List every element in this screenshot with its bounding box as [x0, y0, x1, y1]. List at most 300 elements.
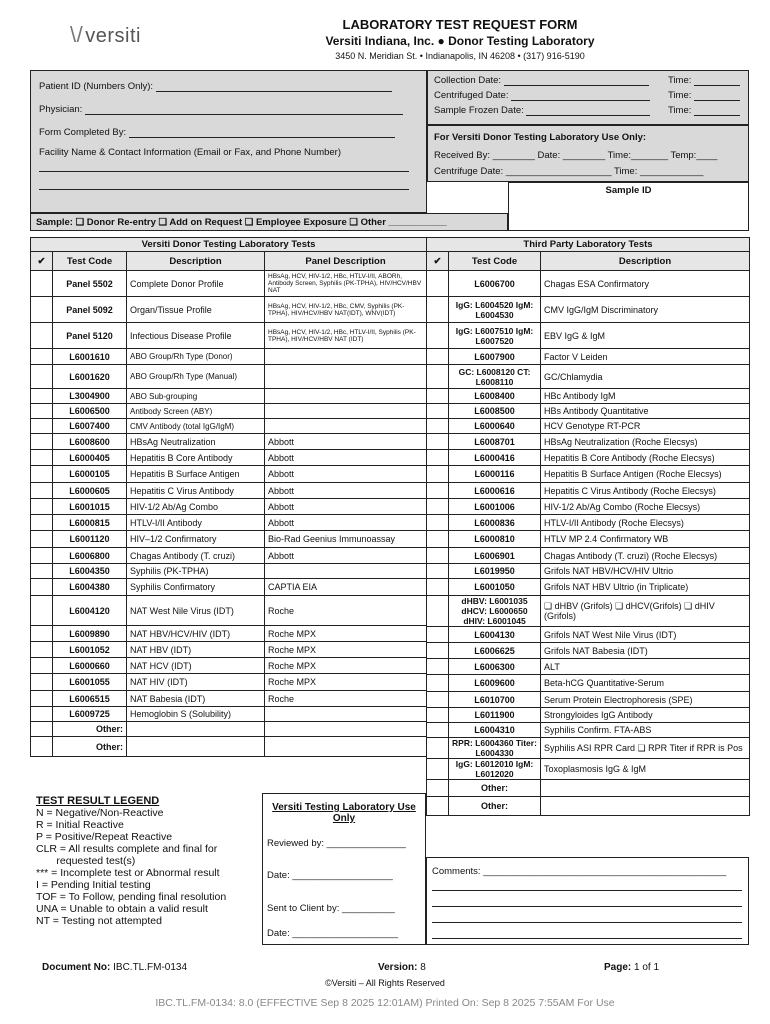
panel-description: Roche MPX: [265, 658, 427, 674]
test-description: Serum Protein Electrophoresis (SPE): [541, 692, 750, 708]
print-stamp: IBC.TL.FM-0134: 8.0 (EFFECTIVE Sep 8 2025 12:01AM) Printed On: Sep 8 2025 7:55AM For Use: [155, 997, 615, 1009]
legend-item: CLR = All results complete and final for: [36, 843, 218, 855]
test-description: Beta-hCG Quantitative-Serum: [541, 675, 750, 692]
row-checkbox[interactable]: [427, 723, 449, 738]
test-description: NAT HCV (IDT): [127, 658, 265, 674]
panel-description: Abbott: [265, 548, 427, 564]
legend-item: *** = Incomplete test or Abnormal result: [36, 867, 220, 879]
lab-review-box: [262, 793, 426, 945]
legend-item: requested test(s): [36, 855, 136, 867]
test-code: L6004120: [53, 596, 127, 626]
test-code: L6000116: [449, 466, 541, 483]
test-code: Other:: [53, 722, 127, 737]
table-row: [427, 659, 750, 675]
panel-description: HBsAg, HCV, HIV-1/2, HBc, CMV, Syphilis (PK-TPHA), HIV/HCV/HBV NAT(IDT), WNV(IDT): [265, 297, 427, 323]
test-code: L6008600: [53, 434, 127, 450]
test-description: Hepatitis B Surface Antigen: [127, 466, 265, 483]
test-code: Other:: [449, 797, 541, 816]
table-row: [31, 404, 427, 419]
form-subtitle: Versiti Indiana, Inc. ● Donor Testing Laboratory: [325, 34, 595, 48]
row-checkbox[interactable]: [427, 404, 449, 419]
test-description: Antibody Screen (ABY): [127, 404, 265, 419]
table-row: [31, 642, 427, 658]
panel-description: CAPTIA EIA: [265, 579, 427, 596]
row-checkbox[interactable]: [427, 780, 449, 797]
test-code: L6001052: [53, 642, 127, 658]
page-number: Page: 1 of 1: [604, 962, 660, 973]
row-checkbox[interactable]: [427, 738, 449, 759]
col-test-code: Test Code: [449, 252, 541, 271]
test-description: Organ/Tissue Profile: [127, 297, 265, 323]
test-result-legend: [36, 795, 262, 927]
test-description: Chagas Antibody (T. cruzi): [127, 548, 265, 564]
table-row: [427, 297, 750, 323]
test-description: Chagas Antibody (T. cruzi) (Roche Elecsys): [541, 548, 750, 564]
test-description: Hepatitis C Virus Antibody: [127, 483, 265, 499]
table-row: [31, 626, 427, 642]
third-party-title: Third Party Laboratory Tests: [427, 238, 750, 252]
table-row: [31, 548, 427, 564]
panel-description: [265, 707, 427, 722]
panel-description: [265, 564, 427, 579]
row-checkbox[interactable]: [427, 323, 449, 349]
panel-description: HBsAg, HCV, HIV-1/2, HBc, HTLV-I/II, Syphilis (PK-TPHA), HIV/HCV/HBV NAT (IDT): [265, 323, 427, 349]
test-description: NAT Babesia (IDT): [127, 691, 265, 707]
test-description: Grifols NAT West Nile Virus (IDT): [541, 627, 750, 643]
frozen-date[interactable]: Sample Frozen Date:: [434, 105, 650, 116]
row-checkbox[interactable]: [31, 404, 53, 419]
panel-description: Abbott: [265, 450, 427, 466]
table-row: [31, 564, 427, 579]
row-checkbox[interactable]: [31, 691, 53, 707]
legend-title: TEST RESULT LEGEND: [36, 795, 160, 807]
panel-description: Bio-Rad Geenius Immunoassay: [265, 531, 427, 548]
third-party-tests-table: [426, 237, 750, 816]
test-code: Panel 5502: [53, 271, 127, 297]
row-checkbox[interactable]: [427, 466, 449, 483]
row-checkbox[interactable]: [427, 579, 449, 596]
row-checkbox[interactable]: [31, 499, 53, 515]
row-checkbox[interactable]: [31, 596, 53, 626]
test-code: L6006300: [449, 659, 541, 675]
table-row: [31, 419, 427, 434]
logo-text: versiti: [85, 25, 141, 47]
comments-line: [432, 898, 742, 907]
row-checkbox[interactable]: [31, 323, 53, 349]
completed-by-label: Form Completed By:: [39, 127, 395, 138]
test-description: HBs Antibody Quantitative: [541, 404, 750, 419]
row-checkbox[interactable]: [31, 297, 53, 323]
test-description: ABO Sub-grouping: [127, 389, 265, 404]
panel-description: [265, 419, 427, 434]
table-row: [31, 297, 427, 323]
row-checkbox[interactable]: [427, 659, 449, 675]
centrifuged-time[interactable]: Time:: [668, 90, 740, 101]
test-code: L6009725: [53, 707, 127, 722]
lab-address: 3450 N. Meridian St. • Indianapolis, IN 46208 • (317) 916-5190: [335, 51, 585, 61]
legend-item: P = Positive/Repeat Reactive: [36, 831, 173, 843]
row-checkbox[interactable]: [31, 434, 53, 450]
test-description: HBsAg Neutralization: [127, 434, 265, 450]
test-code: Panel 5092: [53, 297, 127, 323]
test-description: Syphilis Confirm. FTA-ABS: [541, 723, 750, 738]
lab-receipt-box: [427, 125, 749, 182]
row-checkbox[interactable]: [31, 564, 53, 579]
legend-item: N = Negative/Non-Reactive: [36, 807, 164, 819]
received-by-line[interactable]: Received By: ________ Date: ________ Time:_______ Temp:____: [434, 150, 718, 161]
test-description: HIV-1/2 Ab/Ag Combo: [127, 499, 265, 515]
test-description: ABO Group/Rh Type (Manual): [127, 365, 265, 389]
table-row: [427, 564, 750, 579]
check-icon: ✔: [31, 252, 53, 271]
table-row: [427, 675, 750, 692]
panel-description: Abbott: [265, 499, 427, 515]
panel-description: [265, 737, 427, 757]
table-row: [427, 738, 750, 759]
test-description: Hepatitis B Core Antibody: [127, 450, 265, 466]
test-code: L6007900: [449, 349, 541, 365]
test-code: L6000810: [449, 531, 541, 548]
review-date-line[interactable]: Date: ___________________: [267, 870, 393, 881]
row-checkbox[interactable]: [31, 466, 53, 483]
test-code: L6008701: [449, 434, 541, 450]
row-checkbox[interactable]: [427, 515, 449, 531]
row-checkbox[interactable]: [427, 483, 449, 499]
table-row: [31, 483, 427, 499]
panel-description: Abbott: [265, 434, 427, 450]
comments-line: [432, 914, 742, 923]
test-description: HTLV-I/II Antibody (Roche Elecsys): [541, 515, 750, 531]
test-description: ALT: [541, 659, 750, 675]
row-checkbox[interactable]: [31, 579, 53, 596]
row-checkbox[interactable]: [31, 674, 53, 691]
check-icon: ✔: [427, 252, 449, 271]
facility-field-2[interactable]: [39, 179, 409, 190]
row-checkbox[interactable]: [427, 692, 449, 708]
patient-id-label: Patient ID (Numbers Only):: [39, 81, 392, 92]
table-row: [31, 515, 427, 531]
table-row: [31, 691, 427, 707]
row-checkbox[interactable]: [31, 548, 53, 564]
table-row: [31, 466, 427, 483]
centrifuged-date[interactable]: Centrifuged Date:: [434, 90, 650, 101]
panel-description: [265, 365, 427, 389]
test-description: Grifols NAT Babesia (IDT): [541, 643, 750, 659]
row-checkbox[interactable]: [427, 531, 449, 548]
col-description: Description: [127, 252, 265, 271]
legend-item: UNA = Unable to obtain a valid result: [36, 903, 208, 915]
table-row: [31, 658, 427, 674]
test-description: HBsAg Neutralization (Roche Elecsys): [541, 434, 750, 450]
test-description: HIV–1/2 Confirmatory: [127, 531, 265, 548]
panel-description: Abbott: [265, 466, 427, 483]
test-code: L6000616: [449, 483, 541, 499]
test-code: L6008400: [449, 389, 541, 404]
row-checkbox[interactable]: [427, 596, 449, 627]
test-description: Hemoglobin S (Solubility): [127, 707, 265, 722]
test-description: Chagas ESA Confirmatory: [541, 271, 750, 297]
row-checkbox[interactable]: [31, 389, 53, 404]
test-code: L6000836: [449, 515, 541, 531]
test-code: L6011900: [449, 708, 541, 723]
row-checkbox[interactable]: [31, 737, 53, 757]
table-row: [427, 483, 750, 499]
test-code: L6000640: [449, 419, 541, 434]
test-description: Toxoplasmosis IgG & IgM: [541, 759, 750, 780]
centrifuge-date-line[interactable]: Centrifuge Date: ____________________ Time: ____________: [434, 166, 704, 177]
row-checkbox[interactable]: [427, 797, 449, 816]
table-row: [31, 349, 427, 365]
table-row: [31, 389, 427, 404]
test-description: HCV Genotype RT-PCR: [541, 419, 750, 434]
sample-type-options[interactable]: Sample: ❏ Donor Re-entry ❏ Add on Request ❏ Employee Exposure ❏ Other ___________: [36, 217, 447, 228]
test-description: Syphilis ASI RPR Card ❏ RPR Titer if RPR is Pos: [541, 738, 750, 759]
copyright: ©Versiti – All Rights Reserved: [325, 978, 445, 988]
row-checkbox[interactable]: [31, 365, 53, 389]
test-code: IgG: L6012010 IgM: L6012020: [449, 759, 541, 780]
row-checkbox[interactable]: [427, 271, 449, 297]
patient-info-box: [30, 70, 427, 213]
table-row: [427, 579, 750, 596]
test-code: L6004380: [53, 579, 127, 596]
panel-description: Roche: [265, 596, 427, 626]
comments-line: [432, 882, 742, 891]
legend-item: I = Pending Initial testing: [36, 879, 151, 891]
table-row: [427, 434, 750, 450]
table-row: [427, 780, 750, 797]
sample-id-label: Sample ID: [605, 185, 652, 196]
test-description: HIV-1/2 Ab/Ag Combo (Roche Elecsys): [541, 499, 750, 515]
test-code: L6019950: [449, 564, 541, 579]
table-row: [31, 531, 427, 548]
table-row: [427, 323, 750, 349]
row-checkbox[interactable]: [31, 626, 53, 642]
comments-box[interactable]: [426, 857, 749, 945]
panel-description: Roche MPX: [265, 642, 427, 658]
test-description: Syphilis Confirmatory: [127, 579, 265, 596]
table-row: [427, 499, 750, 515]
table-row: [427, 692, 750, 708]
test-description: CMV Antibody (total IgG/IgM): [127, 419, 265, 434]
test-description: Infectious Disease Profile: [127, 323, 265, 349]
row-checkbox[interactable]: [427, 548, 449, 564]
table-row: [427, 759, 750, 780]
table-row: [31, 323, 427, 349]
test-description: [541, 780, 750, 797]
row-checkbox[interactable]: [427, 708, 449, 723]
row-checkbox[interactable]: [31, 271, 53, 297]
test-code: L6001610: [53, 349, 127, 365]
document-number: Document No: IBC.TL.FM-0134: [42, 962, 188, 973]
row-checkbox[interactable]: [427, 434, 449, 450]
test-code: L6004130: [449, 627, 541, 643]
test-code: RPR: L6004360 Titer: L6004330: [449, 738, 541, 759]
test-description: [541, 797, 750, 816]
col-panel-description: Panel Description: [265, 252, 427, 271]
table-row: [31, 271, 427, 297]
panel-description: Roche MPX: [265, 626, 427, 642]
table-row: [427, 596, 750, 627]
row-checkbox[interactable]: [31, 515, 53, 531]
test-code: L6009600: [449, 675, 541, 692]
row-checkbox[interactable]: [31, 450, 53, 466]
table-row: [31, 579, 427, 596]
table-row: [31, 365, 427, 389]
table-row: [427, 723, 750, 738]
patient-id-field[interactable]: [156, 91, 392, 92]
collection-time[interactable]: Time:: [668, 75, 740, 86]
panel-description: Roche MPX: [265, 674, 427, 691]
test-description: Hepatitis C Virus Antibody (Roche Elecsys): [541, 483, 750, 499]
legend-item: R = Initial Reactive: [36, 819, 124, 831]
row-checkbox[interactable]: [427, 297, 449, 323]
table-row: [31, 450, 427, 466]
test-code: L6007400: [53, 419, 127, 434]
test-code: IgG: L6007510 IgM: L6007520: [449, 323, 541, 349]
table-row: [31, 737, 427, 757]
test-code: L6000605: [53, 483, 127, 499]
row-checkbox[interactable]: [427, 450, 449, 466]
table-row: [427, 419, 750, 434]
table-row: [31, 434, 427, 450]
row-checkbox[interactable]: [31, 722, 53, 737]
test-code: L6001055: [53, 674, 127, 691]
test-code: GC: L6008120 CT: L6008110: [449, 365, 541, 389]
test-code: L6008500: [449, 404, 541, 419]
collection-date[interactable]: Collection Date:: [434, 75, 649, 86]
table-row: [427, 365, 750, 389]
row-checkbox[interactable]: [427, 365, 449, 389]
test-description: ABO Group/Rh Type (Donor): [127, 349, 265, 365]
table-row: [427, 797, 750, 816]
test-description: Strongyloides IgG Antibody: [541, 708, 750, 723]
row-checkbox[interactable]: [427, 643, 449, 659]
panel-description: Roche: [265, 691, 427, 707]
row-checkbox[interactable]: [427, 389, 449, 404]
facility-label: Facility Name & Contact Information (Email or Fax, and Phone Number): [39, 147, 342, 158]
table-row: [427, 643, 750, 659]
test-description: Hepatitis B Surface Antigen (Roche Elecsys): [541, 466, 750, 483]
test-description: NAT HBV/HCV/HIV (IDT): [127, 626, 265, 642]
test-description: NAT HBV (IDT): [127, 642, 265, 658]
row-checkbox[interactable]: [31, 483, 53, 499]
lab-review-title: Versiti Testing Laboratory Use Only: [272, 802, 416, 824]
table-row: [427, 349, 750, 365]
row-checkbox[interactable]: [31, 531, 53, 548]
test-code: L6004310: [449, 723, 541, 738]
versiti-logo: [70, 22, 141, 48]
test-code: L6001120: [53, 531, 127, 548]
test-description: Factor V Leiden: [541, 349, 750, 365]
row-checkbox[interactable]: [427, 499, 449, 515]
test-description: [127, 737, 265, 757]
test-code: L6000660: [53, 658, 127, 674]
test-code: L6006500: [53, 404, 127, 419]
row-checkbox[interactable]: [427, 759, 449, 780]
frozen-time[interactable]: Time:: [668, 105, 740, 116]
test-code: L6006700: [449, 271, 541, 297]
test-code: L6006515: [53, 691, 127, 707]
table-row: [427, 531, 750, 548]
sent-to-client-line[interactable]: Sent to Client by: __________: [267, 903, 395, 914]
row-checkbox[interactable]: [31, 658, 53, 674]
test-code: L6000405: [53, 450, 127, 466]
table-row: [31, 596, 427, 626]
test-description: HTLV MP 2.4 Confirmatory WB: [541, 531, 750, 548]
col-test-code: Test Code: [53, 252, 127, 271]
dates-box: [427, 70, 749, 125]
donor-tests-title: Versiti Donor Testing Laboratory Tests: [31, 238, 427, 252]
row-checkbox[interactable]: [31, 642, 53, 658]
form-title: LABORATORY TEST REQUEST FORM: [342, 17, 578, 32]
test-code: Other:: [449, 780, 541, 797]
test-code: L6001006: [449, 499, 541, 515]
row-checkbox[interactable]: [31, 707, 53, 722]
test-code: L6006901: [449, 548, 541, 564]
table-row: [427, 271, 750, 297]
test-code: L6001015: [53, 499, 127, 515]
test-code: L6004350: [53, 564, 127, 579]
test-description: GC/Chlamydia: [541, 365, 750, 389]
table-row: [31, 722, 427, 737]
sent-date-line[interactable]: Date: ____________________: [267, 928, 399, 939]
test-code: L3004900: [53, 389, 127, 404]
row-checkbox[interactable]: [427, 675, 449, 692]
completed-by-field[interactable]: [129, 137, 395, 138]
test-description: [127, 722, 265, 737]
facility-field-1[interactable]: [39, 161, 409, 172]
table-row: [427, 548, 750, 564]
logo-mark-icon: \/: [70, 22, 84, 47]
test-code: L6000105: [53, 466, 127, 483]
row-checkbox[interactable]: [427, 627, 449, 643]
physician-field[interactable]: [85, 114, 403, 115]
row-checkbox[interactable]: [427, 564, 449, 579]
table-row: [427, 466, 750, 483]
test-description: Complete Donor Profile: [127, 271, 265, 297]
lab-use-title: For Versiti Donor Testing Laboratory Use Only:: [434, 132, 647, 143]
test-code: Other:: [53, 737, 127, 757]
row-checkbox[interactable]: [427, 419, 449, 434]
sample-id-box[interactable]: [508, 182, 749, 231]
sample-type-box: [30, 213, 508, 231]
test-code: L6001050: [449, 579, 541, 596]
panel-description: [265, 722, 427, 737]
test-description: Syphilis (PK-TPHA): [127, 564, 265, 579]
test-code: L6000815: [53, 515, 127, 531]
panel-description: [265, 389, 427, 404]
test-code: L6000416: [449, 450, 541, 466]
test-code: L6009890: [53, 626, 127, 642]
test-code: Panel 5120: [53, 323, 127, 349]
row-checkbox[interactable]: [31, 419, 53, 434]
test-description: NAT West Nile Virus (IDT): [127, 596, 265, 626]
table-row: [31, 674, 427, 691]
test-description: HTLV-I/II Antibody: [127, 515, 265, 531]
test-description: Grifols NAT HBV/HCV/HIV Ultrio: [541, 564, 750, 579]
test-description: NAT HIV (IDT): [127, 674, 265, 691]
table-row: [427, 404, 750, 419]
test-code: L6006800: [53, 548, 127, 564]
test-description: HBc Antibody IgM: [541, 389, 750, 404]
col-description: Description: [541, 252, 750, 271]
physician-label: Physician:: [39, 104, 403, 115]
row-checkbox[interactable]: [31, 349, 53, 365]
reviewed-by-line[interactable]: Reviewed by: _______________: [267, 838, 406, 849]
test-code: IgG: L6004520 IgM: L6004530: [449, 297, 541, 323]
row-checkbox[interactable]: [427, 349, 449, 365]
comments-line: [432, 930, 742, 939]
